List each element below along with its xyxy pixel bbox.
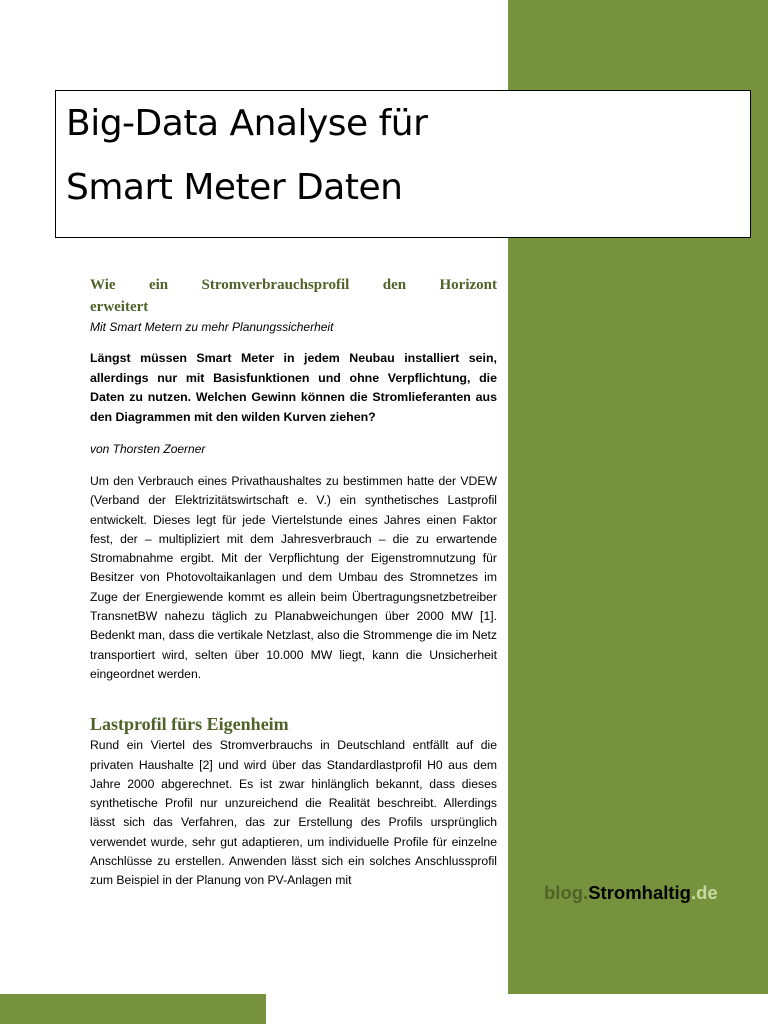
logo-name: Stromhaltig bbox=[588, 882, 691, 903]
logo-prefix: blog. bbox=[544, 882, 589, 903]
subheading-line-2: erweitert bbox=[90, 299, 149, 315]
logo-suffix: .de bbox=[690, 882, 718, 903]
subheading-line-1: Wie ein Stromverbrauchsprofil den Horizont bbox=[90, 277, 497, 293]
article-lead: Längst müssen Smart Meter in jedem Neubau installiert sein, allerdings nur mit Basisfunktionen und ohne Verpflichtung, die Daten zu nutzen. Welchen Gewinn können die Stromlieferanten aus den Diagrammen mit den wilden Kurven ziehen? bbox=[90, 351, 497, 424]
title-line-2: Smart Meter Daten bbox=[66, 167, 403, 208]
title-box bbox=[55, 90, 751, 238]
article-tagline: Mit Smart Metern zu mehr Planungssicherheit bbox=[90, 320, 334, 334]
article-paragraph-2: Rund ein Viertel des Stromverbrauchs in Deutschland entfällt auf die privaten Haushalte [2] und wird über das Standardlastprofil H0 aus dem Jahre 2000 abgerechnet. Es ist zwar hinlänglich bekannt, dass dieses synthetische Profil nur unzureichend die Realität beschreibt. Allerdings lässt sich das Verfahren, das zur Erstellung des Profils ursprünglich verwendet wurde, sehr gut adaptieren, um individuelle Profile für einzelne Anschlüsse zu erstellen. Anwenden lässt sich ein solches Anschlussprofil zum Beispiel in der Planung von PV-Anlagen mit bbox=[90, 738, 497, 888]
article-subheading bbox=[90, 274, 497, 318]
article-paragraph-1: Um den Verbrauch eines Privathaushaltes zu bestimmen hatte der VDEW (Verband der Elektrizitätswirtschaft e. V.) ein synthetisches Lastprofil entwickelt. Dieses legt für jede Viertelstunde eines Jahres einen Faktor fest, der – multipliziert mit dem Jahresverbrauch – die zu erwartende Stromabnahme ergibt. Mit der Verpflichtung der Eigenstromnutzung für Besitzer von Photovoltaikanlagen und dem Umbau des Stromnetzes im Zuge der Energiewende kommt es allein beim Übertragungsnetzbetreiber TransnetBW nahezu täglich zu Planabweichungen über 2000 MW [1]. Bedenkt man, dass die vertikale Netzlast, also die Strommenge die im Netz transportiert wird, selten über 10.000 MW liegt, kann die Unsicherheit eingeordnet werden. bbox=[90, 474, 497, 681]
section-heading: Lastprofil fürs Eigenheim bbox=[90, 714, 289, 735]
green-bottom-band bbox=[0, 994, 266, 1024]
blog-logo bbox=[544, 882, 718, 904]
article-content bbox=[90, 274, 497, 891]
article-author: von Thorsten Zoerner bbox=[90, 442, 206, 456]
title-line-1: Big-Data Analyse für bbox=[66, 103, 428, 144]
